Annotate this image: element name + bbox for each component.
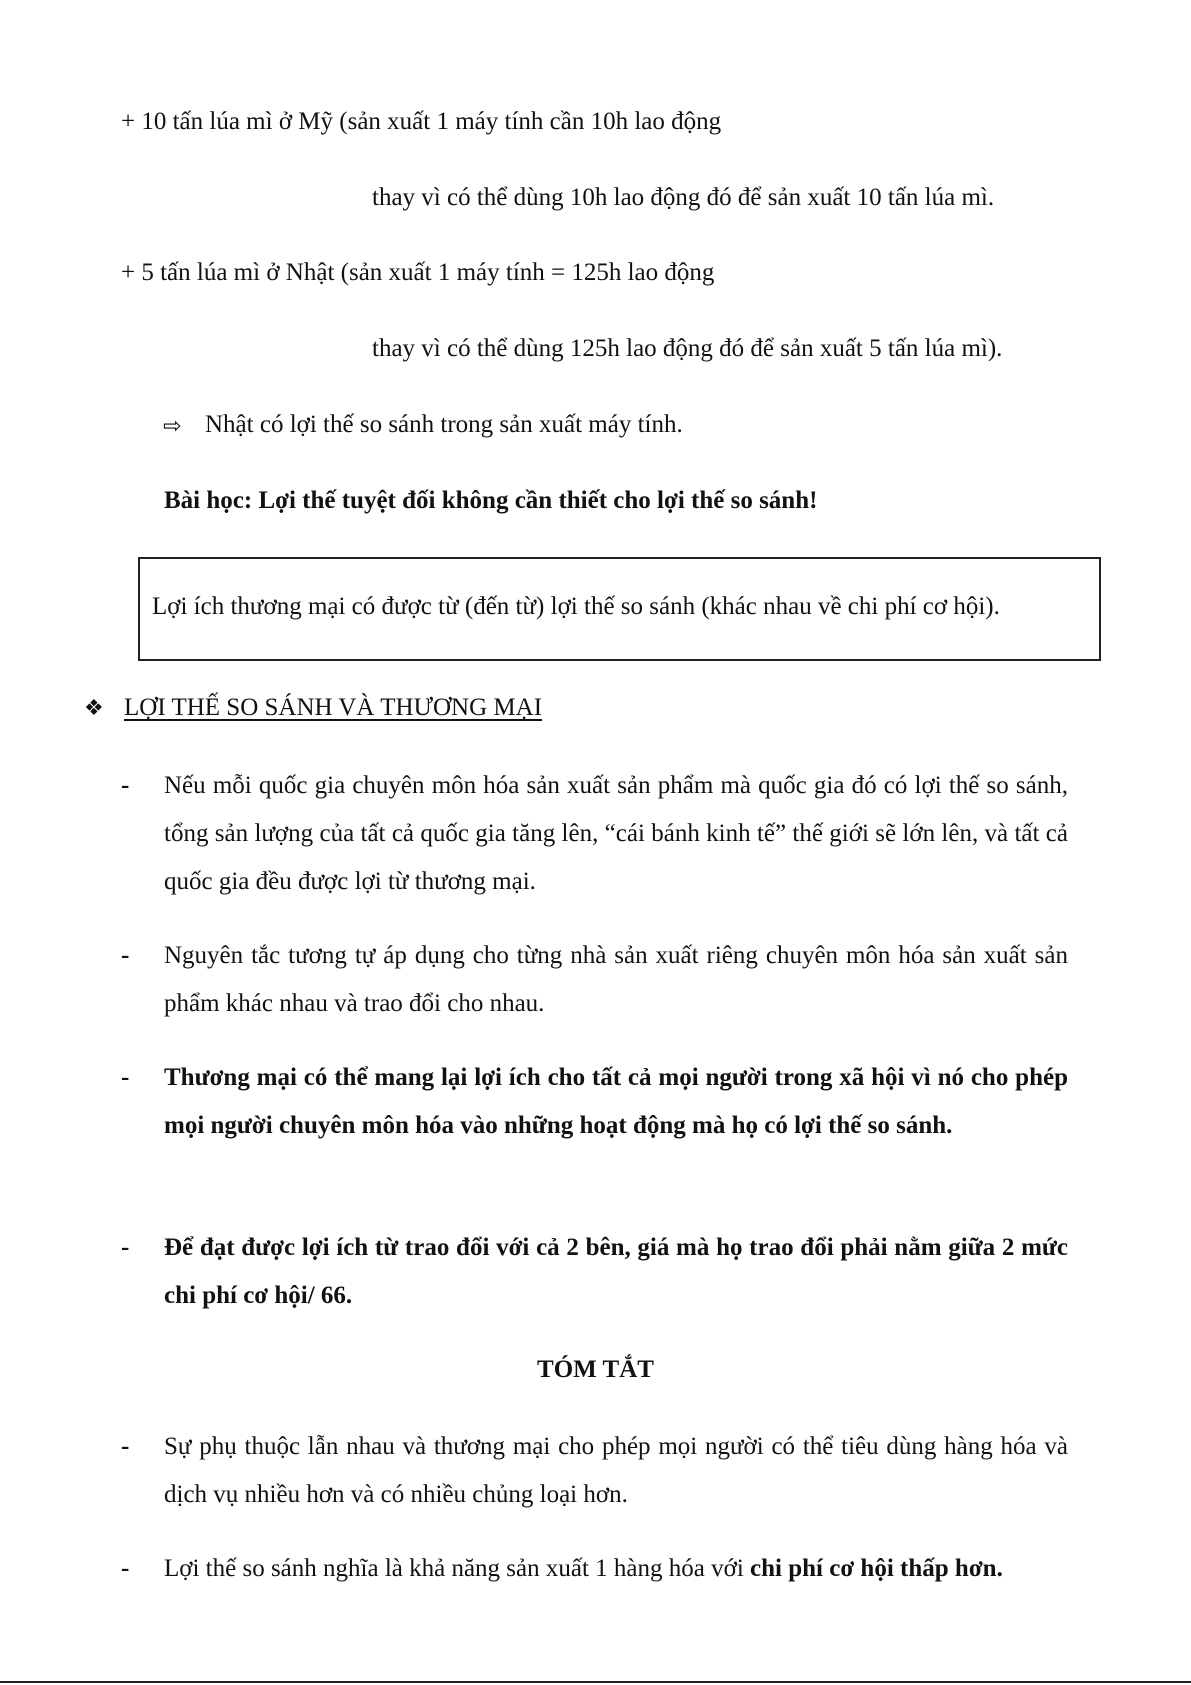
example-line-us: + 10 tấn lúa mì ở Mỹ (sản xuất 1 máy tính cần 10h lao động xyxy=(121,108,722,135)
summary-title: TÓM TẮT xyxy=(537,1356,654,1383)
example-line-japan-continued: thay vì có thể dùng 125h lao động đó để sản xuất 5 tấn lúa mì). xyxy=(372,335,1003,362)
summary-item-2-bold: chi phí cơ hội thấp hơn. xyxy=(750,1555,1003,1582)
diamond-bullet-icon: ❖ xyxy=(84,696,104,721)
example-line-japan: + 5 tấn lúa mì ở Nhật (sản xuất 1 máy tính = 125h lao động xyxy=(121,259,715,286)
summary-item-1: Sự phụ thuộc lẫn nhau và thương mại cho phép mọi người có thể tiêu dùng hàng hóa và dịch vụ nhiều hơn và có nhiều chủng loại hơn. xyxy=(164,1433,1068,1508)
highlight-box-text: Lợi ích thương mại có được từ (đến từ) lợi thế so sánh (khác nhau về chi phí cơ hội). xyxy=(152,593,1000,620)
highlight-box xyxy=(138,557,1101,661)
right-arrow-icon: ⇨ xyxy=(163,414,182,439)
list-dash: - xyxy=(121,942,130,969)
list-item-2: Nguyên tắc tương tự áp dụng cho từng nhà sản xuất riêng chuyên môn hóa sản xuất sản phẩm khác nhau và trao đổi cho nhau. xyxy=(164,942,1068,1017)
example-line-us-continued: thay vì có thể dùng 10h lao động đó để sản xuất 10 tấn lúa mì. xyxy=(372,184,995,211)
summary-item-2 xyxy=(164,1546,1068,1592)
list-dash: - xyxy=(121,1234,130,1261)
bottom-rule xyxy=(0,1681,1191,1683)
section-heading: LỢI THẾ SO SÁNH VÀ THƯƠNG MẠI xyxy=(124,694,543,721)
list-item-3: Thương mại có thể mang lại lợi ích cho tất cả mọi người trong xã hội vì nó cho phép mọi người chuyên môn hóa vào những hoạt động mà họ có lợi thế so sánh. xyxy=(164,1064,1068,1139)
conclusion-text: Nhật có lợi thế so sánh trong sản xuất máy tính. xyxy=(205,411,683,438)
summary-item-2-normal: Lợi thế so sánh nghĩa là khả năng sản xuất 1 hàng hóa với xyxy=(164,1555,751,1582)
list-item-4: Để đạt được lợi ích từ trao đổi với cả 2 bên, giá mà họ trao đổi phải nằm giữa 2 mức chi phí cơ hội/ 66. xyxy=(164,1234,1068,1309)
list-dash: - xyxy=(121,772,130,799)
list-dash: - xyxy=(121,1064,130,1091)
list-dash: - xyxy=(121,1555,130,1582)
list-dash: - xyxy=(121,1433,130,1460)
list-item-1: Nếu mỗi quốc gia chuyên môn hóa sản xuất sản phẩm mà quốc gia đó có lợi thế so sánh, tổng sản lượng của tất cả quốc gia tăng lên, “cái bánh kinh tế” thế giới sẽ lớn lên, và tất cả quốc gia đều được lợi từ thương mại. xyxy=(164,772,1068,895)
lesson-text: Bài học: Lợi thế tuyệt đối không cần thiết cho lợi thế so sánh! xyxy=(164,487,818,514)
